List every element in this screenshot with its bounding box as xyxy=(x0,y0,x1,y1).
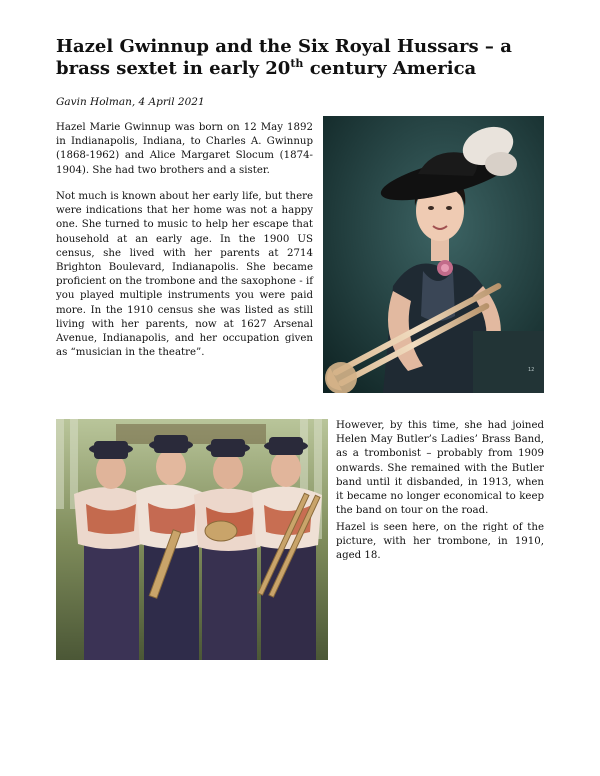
paragraph-birth: Hazel Marie Gwinnup was born on 12 May 1892 in Indianapolis, Indiana, to Charles A. Gwinnup (1868-1962) and Alice Margaret Slocum (1874-1904). She had two brothers and a sister. xyxy=(56,122,313,176)
article-title: Hazel Gwinnup and the Six Royal Hussars – a brass sextet in early 20th century America xyxy=(56,36,512,79)
paragraph-photo-caption: Hazel is seen here, on the right of the picture, with her trombone, in 1910, aged 18. xyxy=(336,522,544,562)
portrait-mark: 12 xyxy=(528,367,535,373)
paragraph-butler-band: However, by this time, she had joined Helen May Butler’s Ladies’ Brass Band, as a trombonist – probably from 1909 onwards. She remained with the Butler band until it disbanded, in 1913, when it became no longer economical to keep the band on tour on the road. xyxy=(336,420,544,517)
paragraph-early-life: Not much is known about her early life, but there were indications that her home was not a happy one. She turned to music to help her escape that household at an early age. In the 1900 US census, she lived with her parents at 2714 Brighton Boulevard, Indianapolis. She became proficient on the trombone and the saxophone - if you played multiple instruments you were paid more. In the 1910 census she was listed as still living with her parents, now at 1627 Arsenal Avenue, Indianapolis, and her occupation given as “musician in the theatre”. xyxy=(56,191,313,359)
byline: Gavin Holman, 4 April 2021 xyxy=(56,96,205,108)
group-photo-butler-ladies-brass-band xyxy=(56,419,328,660)
portrait-photo-hazel-trombone xyxy=(323,116,544,393)
